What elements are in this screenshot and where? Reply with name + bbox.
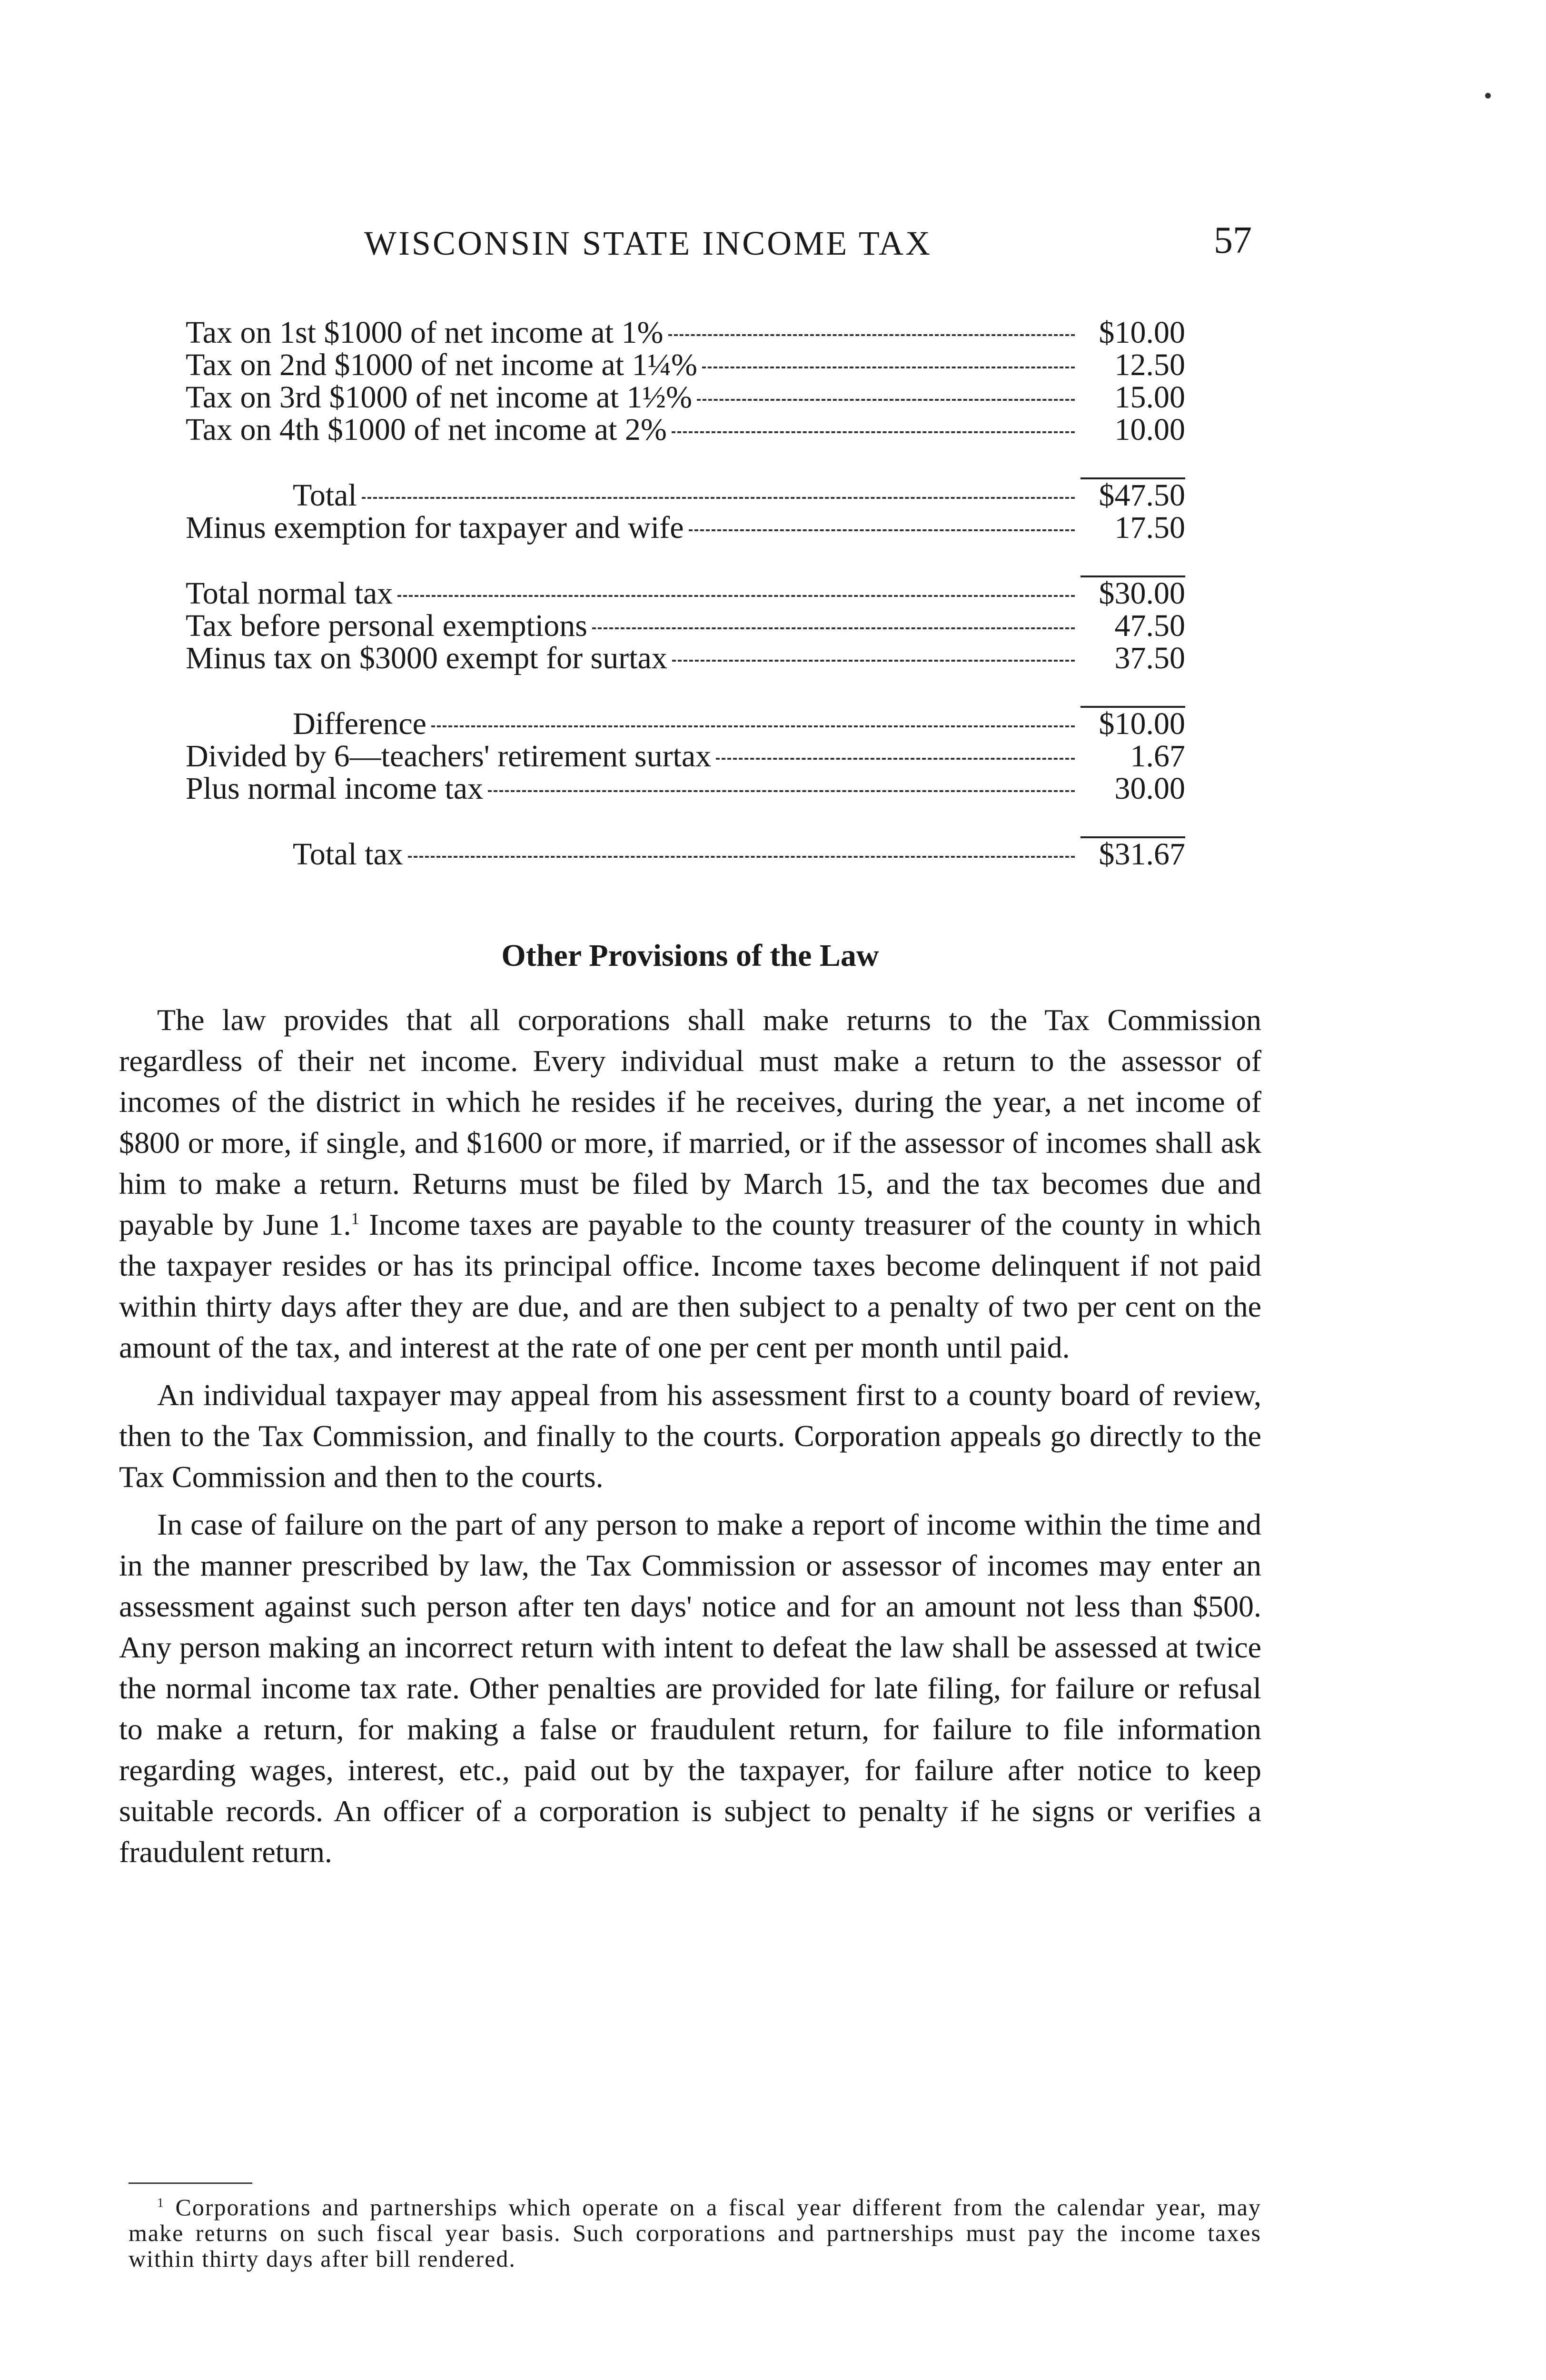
- calc-row: [186, 740, 1185, 773]
- calc-label: Tax before personal exemptions: [186, 608, 587, 643]
- calc-label: Total normal tax: [186, 576, 393, 611]
- book-page: [119, 219, 1262, 2380]
- running-title: WISCONSIN STATE INCOME TAX: [364, 224, 932, 262]
- dot-leader: [689, 529, 1075, 531]
- dot-leader: [672, 431, 1075, 433]
- calc-label: Tax on 1st $1000 of net income at 1%: [186, 315, 664, 350]
- spacer: [186, 805, 1185, 836]
- footnote-text: Corporations and partnerships which operate on a fiscal year different from the calendar year, may make returns on such fiscal year basis. Such corporations and partnerships must pay the income taxes within thirty days after bill rendered.: [129, 2194, 1262, 2272]
- paragraph: In case of failure on the part of any person to make a report of income within the time and in the manner prescribed by law, the Tax Commission or assessor of incomes may enter an assessment against such person after ten days' notice and for an amount not less than $500. Any person making an incorrect return with intent to defeat the law shall be assessed at twice the normal income tax rate. Other penalties are provided for late filing, for failure or refusal to make a return, for making a false or fraudulent return, for failure to file information regarding wages, interest, etc., paid out by the taxpayer, for failure after notice to keep suitable records. An officer of a corporation is subject to penalty if he signs or verifies a fraudulent return.: [119, 1507, 1261, 1869]
- calc-label: Minus exemption for taxpayer and wife: [186, 510, 684, 545]
- calc-row: [186, 349, 1185, 381]
- paragraph-text: Income taxes are payable to the county treasurer of the county in which the taxpayer resides or has its principal office. Income taxes become delinquent if not paid within thirty days after they are due, and are then subject to a penalty of two per cent on the amount of the tax, and interest at the rate of one per cent per month until paid.: [119, 1208, 1262, 1364]
- dot-leader: [488, 790, 1075, 792]
- calc-amount: 30.00: [1114, 771, 1185, 806]
- spacer: [186, 446, 1185, 477]
- footnotes: [129, 2194, 1261, 2271]
- calc-amount: $30.00: [1099, 576, 1185, 611]
- calc-row: [186, 381, 1185, 414]
- calc-label: Difference: [293, 706, 426, 741]
- calc-amount: $31.67: [1099, 837, 1185, 872]
- calc-amount: $47.50: [1099, 478, 1185, 513]
- calc-row: [186, 317, 1185, 349]
- calc-label: Minus tax on $3000 exempt for surtax: [186, 641, 667, 675]
- footnote-reference: 1: [351, 1209, 360, 1228]
- calc-label: Tax on 2nd $1000 of net income at 1¼%: [186, 347, 697, 382]
- calc-row: [186, 414, 1185, 446]
- calc-row: [186, 610, 1185, 642]
- footnote: [129, 2194, 1261, 2271]
- spacer: [186, 544, 1185, 575]
- calc-label: Total tax: [293, 837, 403, 872]
- body-text: [119, 1000, 1261, 1879]
- calc-row-total: [186, 479, 1185, 512]
- calc-amount: 12.50: [1114, 347, 1185, 382]
- calc-amount: 37.50: [1114, 641, 1185, 675]
- dot-leader: [408, 856, 1075, 858]
- paragraph: An individual taxpayer may appeal from his assessment first to a county board of review, then to the Tax Commission, and finally to the courts. Corporation appeals go directly to the Tax Commission and then to the courts.: [119, 1378, 1261, 1494]
- calc-label: Plus normal income tax: [186, 771, 484, 806]
- calc-row-grand-total: [186, 838, 1185, 871]
- dot-leader: [697, 399, 1075, 401]
- calc-row-total: [186, 708, 1185, 740]
- dot-leader: [702, 367, 1075, 368]
- calc-amount: 1.67: [1130, 739, 1185, 774]
- dot-leader: [592, 627, 1075, 629]
- calc-row: [186, 512, 1185, 544]
- calc-row: [186, 773, 1185, 805]
- paragraph: [119, 1000, 1261, 1368]
- calc-amount: $10.00: [1099, 706, 1185, 741]
- dot-leader: [397, 595, 1075, 597]
- calc-amount: 47.50: [1114, 608, 1185, 643]
- footnote-marker: 1: [157, 2195, 165, 2210]
- footnote-divider: [129, 2182, 252, 2184]
- dot-leader: [716, 758, 1075, 760]
- stray-mark: [1485, 93, 1491, 99]
- paragraph-text: The law provides that all corporations shall make returns to the Tax Commission regardless of their net income. Every individual must make a return to the assessor of incomes of the district in which he resides if he receives, during the year, a net income of $800 or more, if single, and $1600 or more, if married, or if the assessor of incomes shall ask him to make a return. Returns must be filed by March 15, and the tax becomes due and payable by June 1.: [119, 1003, 1261, 1241]
- section-heading: Other Provisions of the Law: [501, 938, 879, 973]
- dot-leader: [672, 660, 1075, 662]
- dot-leader: [431, 725, 1075, 727]
- calc-label: Divided by 6—teachers' retirement surtax: [186, 739, 712, 774]
- running-head: [119, 219, 1261, 267]
- calc-amount: 15.00: [1114, 380, 1185, 415]
- calc-row: [186, 642, 1185, 674]
- calc-amount: 10.00: [1114, 412, 1185, 447]
- dot-leader: [362, 497, 1075, 499]
- calc-label: Tax on 3rd $1000 of net income at 1½%: [186, 380, 692, 415]
- calc-amount: $10.00: [1099, 315, 1185, 350]
- calc-row: [186, 577, 1185, 610]
- calc-label: Total: [293, 478, 357, 513]
- calc-label: Tax on 4th $1000 of net income at 2%: [186, 412, 667, 447]
- page-number: 57: [1214, 219, 1252, 261]
- calc-amount: 17.50: [1114, 510, 1185, 545]
- spacer: [186, 674, 1185, 706]
- dot-leader: [668, 334, 1075, 336]
- tax-calculation: [186, 317, 1185, 871]
